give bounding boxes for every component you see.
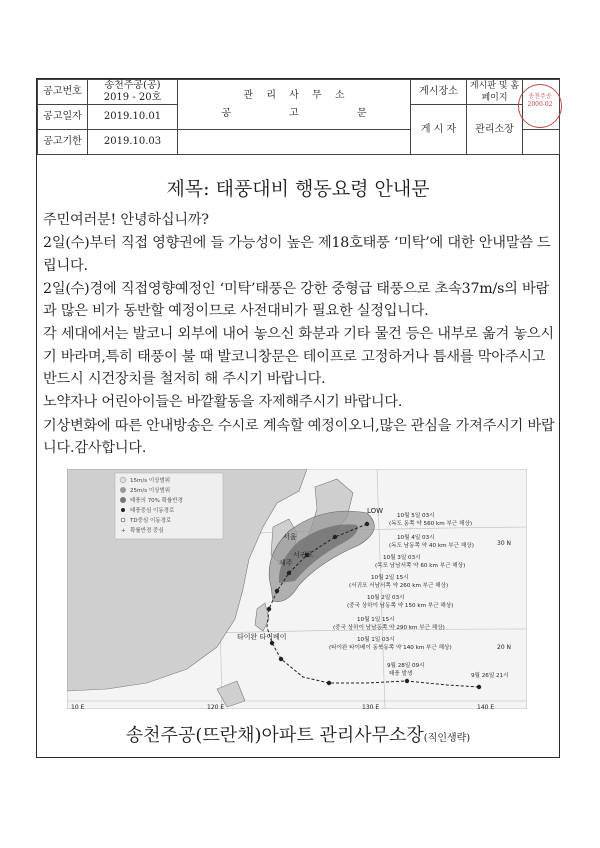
signature-note: (직인생략)	[423, 733, 471, 744]
position-time: 10월 2일 15시	[371, 575, 409, 581]
paragraph-elderly: 노약자나 어린아이들은 바깥활동을 자제해주시기 바랍니다.	[43, 394, 403, 411]
blank-cell	[178, 130, 411, 155]
legend-item: 태풍중심 이동경로	[130, 508, 175, 514]
track-point	[279, 657, 283, 661]
position-desc: (타이완 타이베이 동북동쪽 약 140 km 부근 해상)	[329, 645, 452, 651]
legend-item: 태풍의 70% 확률반경	[130, 498, 183, 504]
typhoon-track-map	[67, 469, 527, 709]
legend-item: 확률반경 중심	[130, 528, 164, 534]
legend-swatch	[121, 518, 125, 522]
office-title-line2: 공 고 문	[221, 107, 367, 119]
position-desc: (중국 상하이 남동쪽 약 150 km 부근 해상)	[347, 603, 454, 609]
office-title-line1: 관 리 사 무 소	[243, 89, 345, 101]
post-place-label: 게시장소	[411, 80, 467, 105]
position-time: 10월 1일 03시	[357, 637, 395, 643]
track-point	[275, 589, 279, 593]
legend-swatch	[121, 508, 125, 512]
paragraph-intro: 2일(수)부터 직접 영향권에 들 가능성이 높은 제18호태풍 ‘미탁’에 대한 안내말씀 드립니다.	[43, 235, 551, 274]
office-title	[178, 80, 411, 130]
track-point	[287, 571, 291, 575]
label-jeju: 제주	[279, 559, 293, 567]
seal-text-top: 송천주공	[528, 93, 552, 100]
track-point	[270, 641, 274, 645]
label-taipei: 타이완 타이베이	[237, 633, 287, 641]
legend-swatch	[120, 487, 126, 493]
label-lat30: 30 N	[497, 540, 512, 547]
map-legend	[115, 473, 223, 539]
track-point	[365, 522, 369, 526]
position-time: 9월 28일 09시	[387, 663, 425, 669]
paragraph-broadcast: 기상변화에 따른 안내방송은 수시로 계속할 예정이오니,많은 관심을 가져주시기 바랍니다.감사합니다.	[43, 417, 555, 456]
notice-number-value	[88, 80, 178, 105]
track-point	[333, 535, 337, 539]
position-time: 10월 2일 03시	[367, 595, 405, 601]
notice-body	[43, 209, 555, 460]
label-low: LOW	[367, 507, 384, 515]
seal-text-bottom: 2000-02	[527, 101, 553, 108]
label-lat20: 20 N	[497, 644, 512, 651]
position-time: 10월 1일 15시	[357, 617, 395, 623]
position-time: 9월 26일 21시	[471, 673, 509, 679]
blank-cell	[523, 130, 560, 155]
header-table	[37, 79, 560, 155]
notice-date-label: 공고일자	[38, 105, 88, 130]
legend-item: TD중심 이동경로	[130, 518, 172, 524]
signature-main: 송천주공(뜨란채)아파트 관리사무소장	[125, 725, 424, 746]
track-point	[405, 679, 409, 683]
notice-number-label: 공고번호	[38, 80, 88, 105]
position-desc: (독도 남동쪽 약 40 km 부근 해상)	[389, 543, 474, 549]
label-lon120: 120 E	[207, 704, 225, 709]
position-time: 10월 5일 03시	[397, 513, 435, 519]
position-time: 10월 4일 03시	[397, 535, 435, 541]
position-desc: 태풍 발생	[389, 671, 413, 677]
notice-period-label: 공고기한	[38, 130, 88, 155]
notice-date-value: 2019.10.01	[88, 105, 178, 130]
paragraph-balcony: 각 세대에서는 발코니 외부에 내어 놓으신 화분과 기타 물건 등은 내부로 옮겨 놓으시기 바라며,특히 태풍이 불 때 발코니창문은 테이프로 고정하거나 틈새를 막아주시고 반드시 시건장치를 철저히 해 주시기 바랍니다.	[43, 326, 554, 388]
position-desc: (독도 동쪽 약 560 km 부근 해상)	[389, 521, 473, 527]
track-point	[477, 685, 481, 689]
poster-label: 게 시 자	[411, 105, 467, 155]
notice-frame	[36, 78, 560, 758]
label-seoul: 서울	[283, 533, 297, 541]
legend-swatch	[120, 477, 126, 483]
label-seogwipo: 서귀포	[293, 551, 314, 559]
position-desc: (중국 상하이 남남동쪽 약 290 km 부근 해상)	[333, 625, 445, 631]
paragraph-forecast: 2일(수)경에 직접영향예정인 ‘미탁’태풍은 강한 중형급 태풍으로 초속37m/s의 바람과 많은 비가 동반할 예정이므로 사전대비가 필요한 실정입니다.	[43, 280, 550, 320]
paragraph-greeting: 주민여러분! 안녕하십니까?	[43, 212, 209, 228]
label-lon140: 140 E	[477, 704, 495, 709]
legend-swatch: +	[121, 528, 126, 534]
label-lon110: 10 E	[71, 704, 85, 709]
signature-line	[37, 721, 559, 747]
notice-number-line2: 2019 - 20호	[103, 92, 162, 103]
official-seal	[518, 84, 562, 128]
position-desc: (목포 남남서쪽 약 60 km 부근 해상)	[375, 563, 466, 569]
notice-period-value: 2019.10.03	[88, 130, 178, 155]
label-lon130: 130 E	[362, 704, 380, 709]
stamp-cell	[523, 80, 560, 130]
track-point	[267, 607, 271, 611]
legend-item: 15m/s 이상범위	[130, 478, 171, 484]
legend-swatch	[120, 497, 126, 503]
notice-title: 제목: 태풍대비 행동요령 안내문	[166, 178, 430, 200]
post-place-value: 게시판 및 홈페이지	[467, 80, 523, 105]
track-point	[327, 681, 331, 685]
position-desc: (서귀포 서남서쪽 약 260 km 부근 해상)	[349, 583, 449, 589]
legend-item: 25m/s 이상범위	[130, 488, 171, 494]
poster-value: 관리소장	[467, 105, 523, 155]
position-time: 10월 3일 03시	[383, 555, 421, 561]
notice-number-line1: 송천주공(공)	[104, 80, 161, 91]
